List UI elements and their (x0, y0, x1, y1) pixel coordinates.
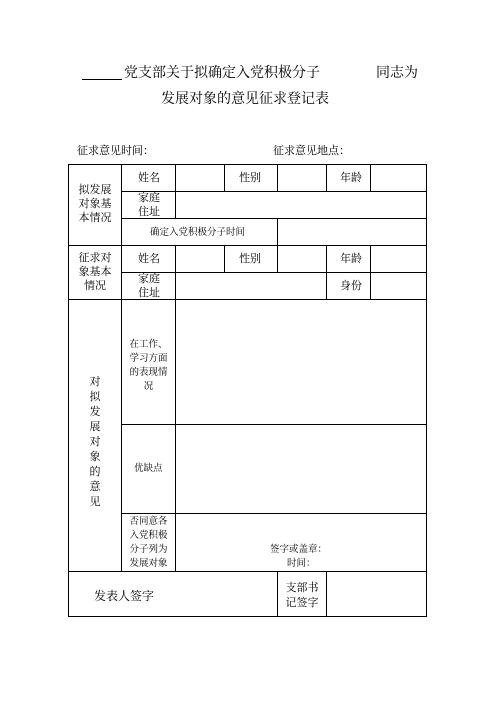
s1-gender-field[interactable] (278, 165, 326, 191)
title-line-1: 党支部关于拟确定入党积极分子 (82, 66, 320, 80)
s1-activist-time-field[interactable] (278, 219, 426, 245)
s1-address-label: 家庭 住址 (138, 191, 160, 218)
time-label: 征求意见时间： (77, 144, 154, 157)
title-blank[interactable] (82, 66, 122, 80)
performance-label: 在工作、 学习方面 的表现情 况 (129, 339, 168, 392)
title-line-1-suffix: 同志为 (376, 65, 418, 81)
s1-age-field[interactable] (371, 165, 426, 191)
s1-age-label: 年龄 (340, 171, 362, 184)
s2-name-field[interactable] (225, 246, 226, 247)
place-label: 征求意见地点： (273, 144, 350, 157)
s1-gender-label: 性别 (239, 171, 261, 184)
s2-identity-label: 身份 (340, 279, 362, 292)
s1-name-label: 姓名 (138, 171, 160, 184)
s1-name-field[interactable] (176, 165, 224, 191)
merits-label: 优缺点 (134, 463, 163, 474)
secretary-sign-field[interactable] (327, 572, 426, 616)
section1-heading: 拟发展 对象基 本情况 (78, 183, 112, 224)
s1-activist-time-label: 确定入党积极分子时间 (150, 227, 246, 238)
s2-address-label: 家庭 住址 (138, 272, 160, 299)
s2-gender-label: 性别 (239, 252, 261, 265)
secretary-sign-label: 支部书 记签字 (285, 581, 319, 609)
performance-field[interactable] (176, 300, 426, 424)
s2-name-label: 姓名 (138, 252, 160, 265)
sign-time-label: 时间： (287, 558, 316, 569)
s2-age-label: 年龄 (340, 252, 362, 265)
section3-heading: 对 拟 发 展 对 象 的 意 见 (89, 375, 101, 508)
sign-label: 签字或盖章： (270, 544, 328, 555)
speaker-sign-field[interactable] (176, 572, 277, 616)
title-line-2: 发展对象的意见征求登记表 (161, 91, 329, 107)
agree-field[interactable] (176, 514, 426, 571)
speaker-sign-label: 发表人签字 (94, 589, 155, 603)
section2-heading: 征求对 象基本 情况 (78, 251, 112, 292)
s1-address-field[interactable] (176, 192, 426, 218)
agree-label: 否同意各 入党积极 分子列为 发展对象 (129, 516, 168, 569)
merits-field[interactable] (176, 425, 426, 513)
